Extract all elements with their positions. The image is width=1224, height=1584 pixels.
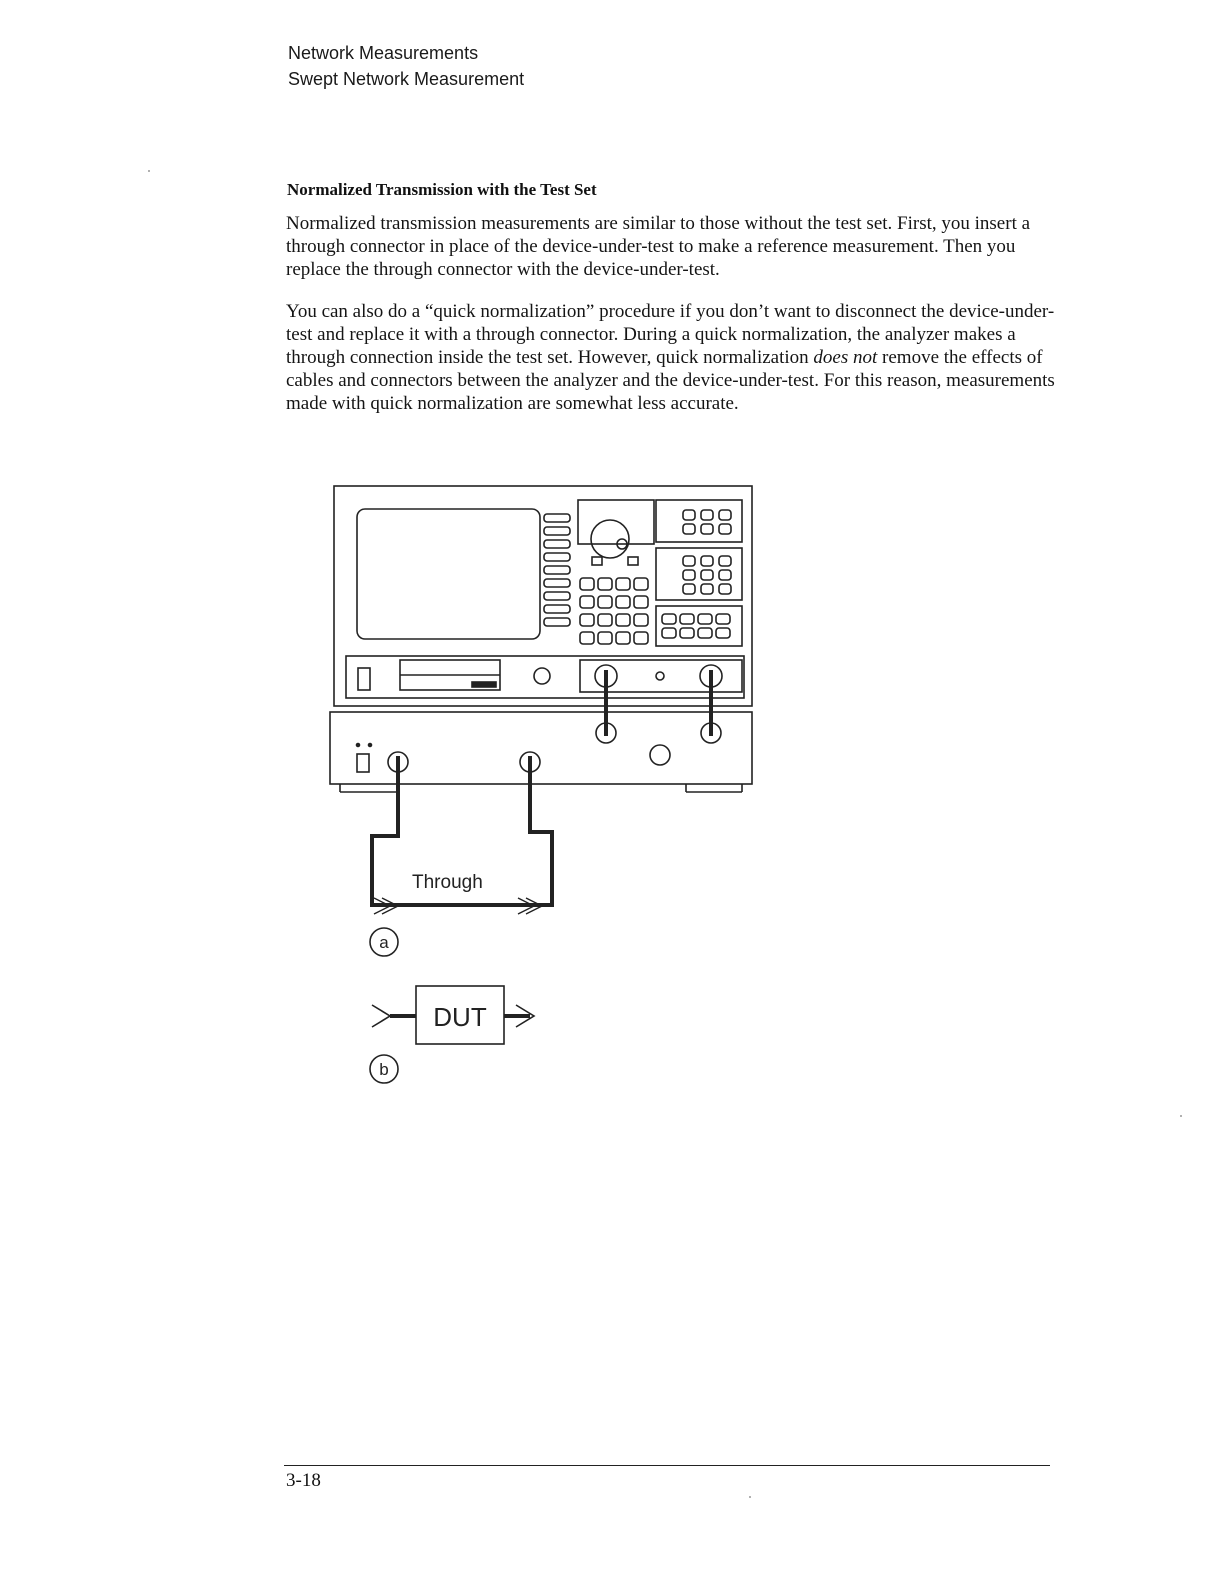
scan-speck [749, 1496, 751, 1498]
label-b: b [379, 1060, 389, 1079]
paragraph-text: remove the effects of cables and connectors between the analyzer and the device-under-test. For this reason, measurements made with quick normalization are somewhat less accurate. [286, 347, 1055, 414]
scan-speck [148, 170, 150, 172]
test-setup-figure [320, 470, 760, 1090]
test-set [330, 712, 752, 792]
power-switch [358, 668, 370, 690]
softkey-column [544, 514, 570, 626]
scan-speck [1180, 1115, 1182, 1117]
knob-panel [578, 500, 654, 544]
network-analyzer [334, 486, 752, 706]
header-section: Swept Network Measurement [288, 69, 525, 89]
page-number: 3-18 [286, 1470, 321, 1491]
key-block-3 [656, 606, 742, 646]
analyzer-display [357, 509, 540, 639]
dut-label: DUT [433, 1002, 487, 1032]
emphasis-does-not: does not [813, 347, 878, 368]
running-header [288, 40, 524, 92]
keypad [580, 578, 648, 644]
through-label: Through [412, 872, 483, 893]
paragraph-quick-normalization [286, 300, 1056, 415]
paragraph-text: You can also do a “quick normalization” procedure if you don’t want to disconnect the device-under-test and replace it with a through connector. During a quick normalization, the analyzer makes a through connection inside the test set. However, quick normalization [286, 301, 1055, 368]
footer-rule [284, 1465, 1050, 1466]
key-block-1 [656, 500, 742, 542]
label-a: a [379, 933, 389, 952]
paragraph-normalized-transmission: Normalized transmission measurements are similar to those without the test set. First, you insert a through connector in place of the device-under-test to make a reference measurement. Then you replace the through connector with the device-under-test. [286, 213, 1031, 280]
header-chapter: Network Measurements [288, 43, 479, 63]
section-title: Normalized Transmission with the Test Set [287, 180, 597, 199]
